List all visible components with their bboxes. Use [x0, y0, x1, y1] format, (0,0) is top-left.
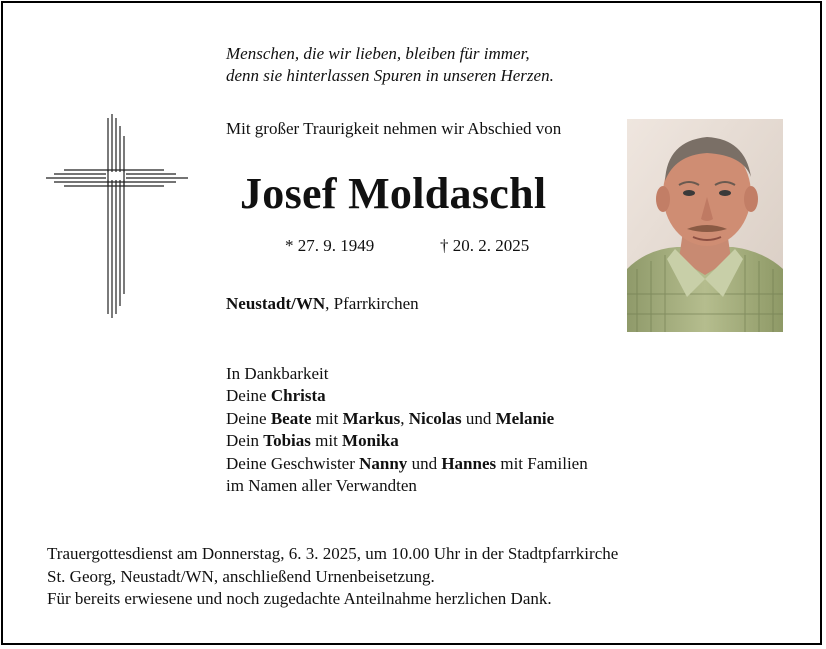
residence [226, 294, 419, 314]
text: Deine [226, 408, 271, 428]
deceased-name: Josef Moldaschl [240, 169, 547, 218]
service-info [47, 543, 618, 611]
mourners-block [226, 363, 588, 497]
residence-rest: , Pfarrkirchen [325, 294, 419, 313]
mourner-name: Markus [342, 408, 401, 428]
portrait-photo [627, 119, 783, 332]
mourner-line-2 [226, 408, 588, 430]
text: mit [310, 431, 343, 451]
quote-line-2: denn sie hinterlassen Spuren in unseren Herzen. [226, 66, 554, 85]
text: und [461, 408, 496, 428]
mourner-line-5: im Namen aller Verwandten [226, 475, 417, 495]
text: mit [311, 408, 343, 428]
text: und [407, 453, 442, 473]
memorial-quote [226, 43, 554, 87]
birth-date: * 27. 9. 1949 [285, 236, 375, 255]
quote-line-1: Menschen, die wir lieben, bleiben für immer, [226, 44, 530, 63]
text: , [400, 408, 409, 428]
mourner-name: Tobias [263, 431, 311, 451]
death-date: † 20. 2. 2025 [440, 236, 530, 255]
mourner-name: Christa [270, 386, 326, 406]
residence-town: Neustadt/WN [226, 294, 326, 313]
mourner-name: Nicolas [408, 408, 462, 428]
cross-icon [44, 114, 190, 320]
mourner-name: Beate [270, 408, 312, 428]
mourner-name: Nanny [359, 453, 408, 473]
mourner-line-3 [226, 430, 588, 452]
service-line-2: St. Georg, Neustadt/WN, anschließend Urnenbeisetzung. [47, 566, 435, 586]
mourner-name: Monika [342, 431, 399, 451]
mourner-name: Melanie [495, 408, 555, 428]
mourner-line-4 [226, 453, 588, 475]
intro-text: Mit großer Traurigkeit nehmen wir Abschied von [226, 119, 562, 138]
text: Deine Geschwister [226, 453, 360, 473]
service-line-1: Trauergottesdienst am Donnerstag, 6. 3. 2025, um 10.00 Uhr in der Stadtpfarrkirche [47, 544, 619, 563]
text: Deine [226, 386, 271, 406]
text: Dein [226, 431, 264, 451]
mourner-name: Hannes [441, 453, 497, 473]
gratitude-line: In Dankbarkeit [226, 364, 329, 383]
mourner-line-1 [226, 385, 588, 407]
text: mit Familien [496, 453, 588, 473]
thanks-line: Für bereits erwiesene und noch zugedachte Anteilnahme herzlichen Dank. [47, 589, 552, 609]
